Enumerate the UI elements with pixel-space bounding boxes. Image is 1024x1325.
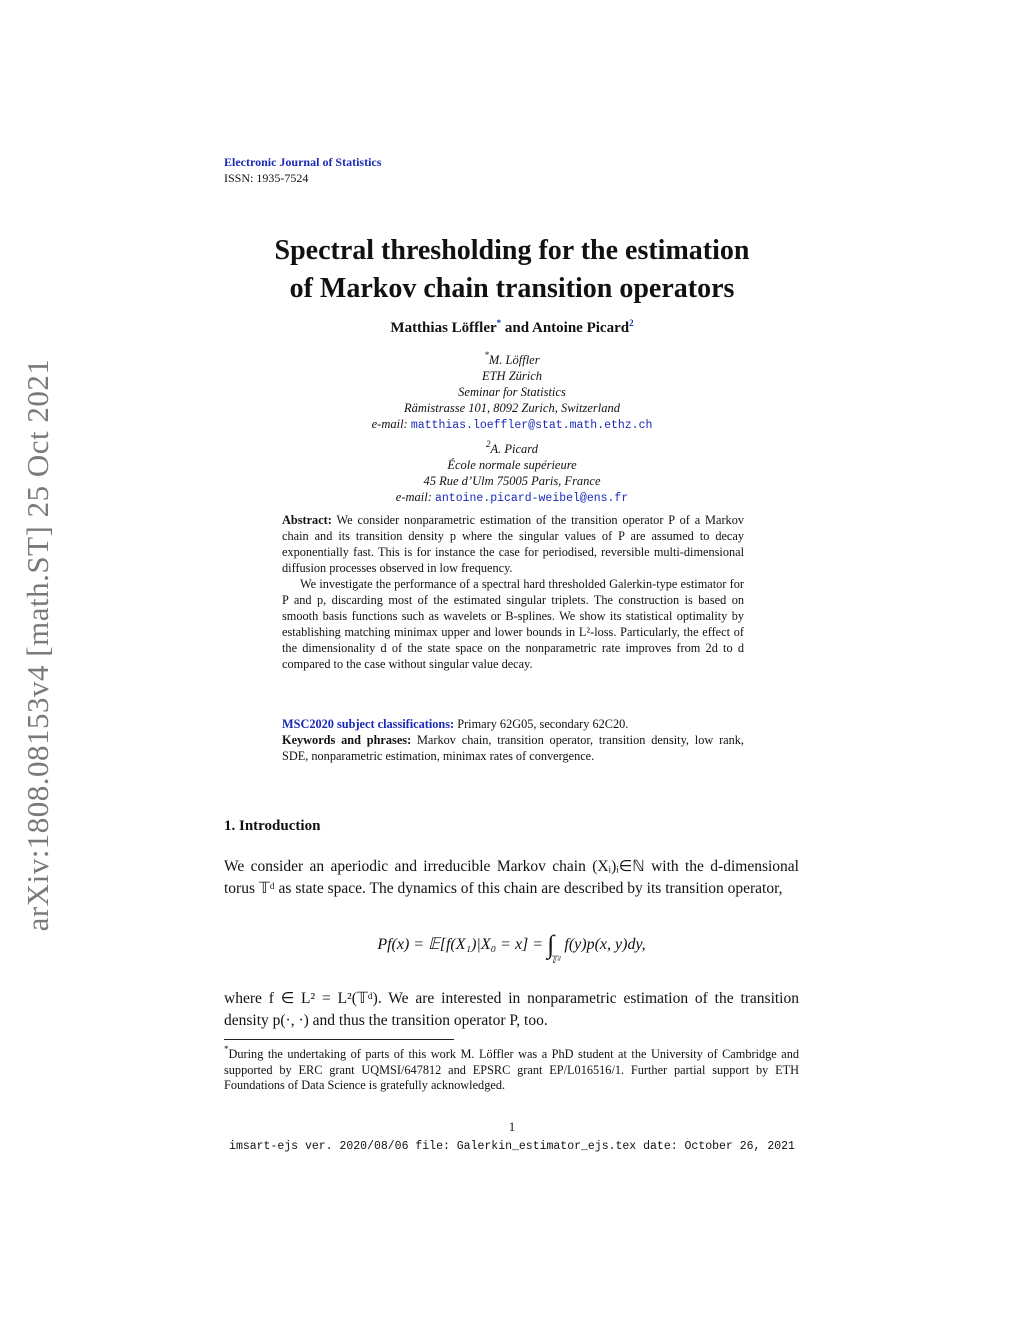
affiliation-2-email-label: e-mail: [395, 490, 435, 504]
footnote-text: During the undertaking of parts of this work M. Löffler was a PhD student at the University of Cambridge and supported by ERC grant UQMSI/647812 and EPSRC grant EP/L016516/1. Further partial support by ETH Foundations of Data Science is gratefully acknowledged. [224, 1047, 799, 1092]
affiliation-1-institution: ETH Zürich [481, 369, 543, 383]
author-separator: and [501, 320, 532, 336]
equation-lhs: Pf(x) = 𝔼[f(X₁)|X₀ = x] = [377, 936, 544, 953]
section-heading: 1. Introduction [224, 818, 321, 834]
footnote-rule [224, 1039, 454, 1040]
page-footer: imsart-ejs ver. 2020/08/06 file: Galerkin_estimator_ejs.tex date: October 26, 2021 [229, 1140, 795, 1153]
msc-text: Primary 62G05, secondary 62C20. [457, 717, 629, 731]
author-list [0, 318, 1024, 337]
journal-issn: ISSN: 1935-7524 [224, 171, 309, 185]
affiliation-1-mark: * [484, 350, 489, 360]
author-1: Matthias Löffler [390, 320, 497, 336]
journal-name-link[interactable]: Electronic Journal of Statistics [224, 155, 382, 169]
integral-domain: 𝕋ᵈ [550, 955, 561, 966]
affiliation-1-department: Seminar for Statistics [458, 385, 566, 399]
affiliation-2-name: A. Picard [490, 442, 538, 456]
affiliation-1-email-link[interactable]: matthias.loeffler@stat.math.ethz.ch [410, 419, 653, 432]
intro-paragraph-2: where f ∈ L² = L²(𝕋ᵈ). We are interested in nonparametric estimation of the transition density p(·, ·) and thus the transition operator P, too. [224, 990, 799, 1029]
footnote [224, 1042, 799, 1094]
affiliation-2-address: 45 Rue d’Ulm 75005 Paris, France [423, 474, 601, 488]
abstract [282, 512, 744, 672]
affiliation-2-mark: 2 [486, 439, 491, 449]
arxiv-side-stamp: arXiv:1808.08153v4 [math.ST] 25 Oct 2021 [20, 358, 55, 932]
intro-paragraph-1: We consider an aperiodic and irreducible Markov chain (Xᵢ)ᵢ∈ℕ with the d-dimensional torus 𝕋ᵈ as state space. The dynamics of this chain are described by its transition operator, [224, 858, 799, 897]
equation-rhs: f(y)p(x, y)dy, [564, 936, 646, 953]
author-2-mark[interactable]: 2 [629, 318, 634, 328]
page-number: 1 [508, 1120, 516, 1134]
abstract-paragraph-1: We consider nonparametric estimation of the transition operator P of a Markov chain and its transition density p where the singular values of P are assumed to decay exponentially fast. This is for instance the case for periodised, reversible multi-dimensional diffusion processes observed in low frequency. [282, 513, 744, 575]
classification-block [282, 716, 744, 764]
affiliation-1-email-label: e-mail: [371, 417, 411, 431]
footnote-mark: * [224, 1044, 229, 1054]
author-1-footnote-mark[interactable]: * [496, 318, 502, 328]
title-line-2: of Markov chain transition operators [289, 273, 735, 304]
affiliation-2 [0, 436, 1024, 507]
keywords-text: Markov chain, transition operator, transition density, low rank, SDE, nonparametric estimation, minimax rates of convergence. [282, 733, 744, 763]
transition-operator-equation [224, 930, 799, 974]
paper-title [0, 232, 1024, 308]
integral-symbol: ∫ [547, 930, 555, 959]
keywords-label: Keywords and phrases: [282, 733, 412, 747]
msc-label-link[interactable]: MSC2020 subject classifications: [282, 717, 455, 731]
affiliation-1-name: M. Löffler [488, 353, 540, 367]
author-2: Antoine Picard [532, 320, 630, 336]
affiliation-2-institution: École normale supérieure [447, 458, 577, 472]
affiliation-2-email-link[interactable]: antoine.picard-weibel@ens.fr [435, 492, 629, 505]
affiliation-1 [0, 347, 1024, 434]
abstract-label: Abstract: [282, 513, 332, 527]
abstract-paragraph-2: We investigate the performance of a spectral hard thresholded Galerkin-type estimator for P and p, discarding most of the estimated singular triplets. The construction is based on smooth basis functions such as wavelets or B-splines. We show its statistical optimality by establishing matching minimax upper and lower bounds in L²-loss. Particularly, the effect of the dimensionality d of the state space on the nonparametric rate improves from 2d to d compared to the case without singular value decay. [282, 577, 744, 671]
title-line-1: Spectral thresholding for the estimation [274, 235, 750, 266]
affiliation-1-address: Rämistrasse 101, 8092 Zurich, Switzerland [404, 401, 620, 415]
